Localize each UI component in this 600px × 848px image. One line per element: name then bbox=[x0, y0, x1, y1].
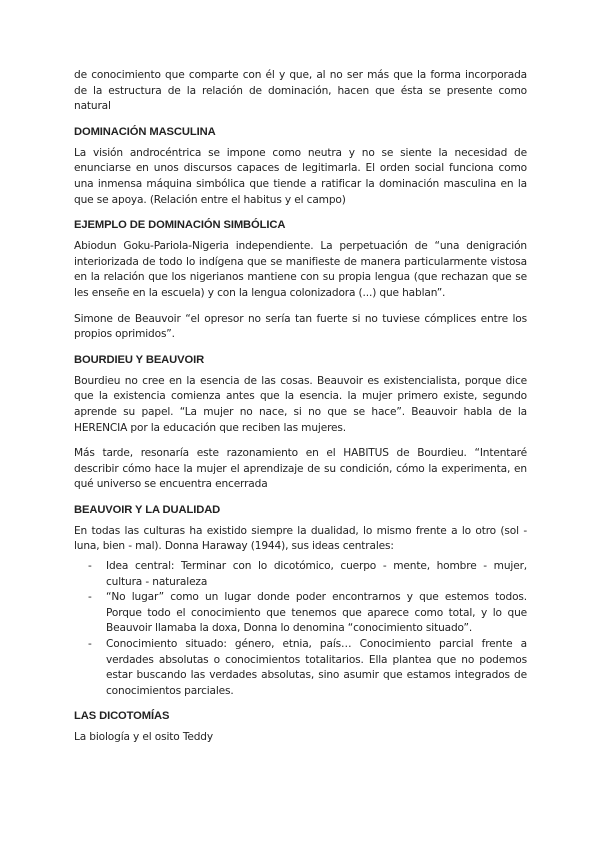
section-heading-ejemplo-dominacion: EJEMPLO DE DOMINACIÓN SIMBÓLICA bbox=[74, 219, 286, 232]
list-item: - Conocimiento situado: género, etnia, país… Conocimiento parcial frente a verdades absolutas o conocimientos totalitarios. Ella plantea que no podemos estar buscando las verdades absolutas, sino asumir que estamos integrados de conocimientos parciales. bbox=[88, 637, 527, 699]
paragraph-habitus: Más tarde, resonaría este razonamiento en el HABITUS de Bourdieu. “Intentaré describir cómo hace la mujer el aprendizaje de su condición, cómo la experimenta, en qué universo se encuentra encerrada bbox=[74, 447, 527, 491]
list-item: - Idea central: Terminar con lo dicotómico, cuerpo - mente, hombre - mujer, cultura - naturaleza bbox=[88, 559, 527, 590]
section-heading-bourdieu-beauvoir: BOURDIEU Y BEAUVOIR bbox=[74, 353, 205, 366]
page-content bbox=[74, 68, 527, 746]
section-heading-dualidad: BEAUVOIR Y LA DUALIDAD bbox=[74, 503, 221, 516]
paragraph-dualidad: En todas las culturas ha existido siempre la dualidad, lo mismo frente a lo otro (sol - luna, bien - mal). Donna Haraway (1944), sus ideas centrales: bbox=[74, 524, 527, 553]
paragraph-dicotomias: La biología y el osito Teddy bbox=[74, 731, 213, 744]
section-heading-dicotomias: LAS DICOTOMÍAS bbox=[74, 710, 170, 723]
paragraph-abiodun: Abiodun Goku-Pariola-Nigeria independiente. La perpetuación de “una denigración interiorizada de todo lo indígena que se manifieste de manera particularmente vistosa en la relación que los nigerianos mantiene con su propia lengua (que rechazan que se les enseñe en la escuela) y con la lengua colonizadora (...) que hablan”. bbox=[74, 240, 527, 299]
section-heading-dominacion-masculina: DOMINACIÓN MASCULINA bbox=[74, 125, 216, 138]
list-item: - “No lugar” como un lugar donde poder encontrarnos y que estemos todos. Porque todo el conocimiento que tenemos que aparece como total, y lo que Beauvoir llamaba la doxa, Donna lo denomina “conocimiento situado”. bbox=[88, 590, 527, 637]
haraway-ideas-list bbox=[74, 559, 527, 699]
paragraph-dominacion-masculina: La visión androcéntrica se impone como neutra y no se siente la necesidad de enunciarse en unos discursos capaces de legitimarla. El orden social funciona como una inmensa máquina simbólica que tiende a ratificar la dominación masculina en la que se apoya. (Relación entre el habitus y el campo) bbox=[74, 146, 527, 206]
paragraph-bourdieu-esencia: Bourdieu no cree en la esencia de las cosas. Beauvoir es existencialista, porque dice que la existencia comienza antes que la esencia. la mujer primero existe, segundo aprende su papel. “La mujer no nace, si no que se hace”. Beauvoir habla de la HERENCIA por la educación que reciben las mujeres. bbox=[74, 374, 527, 434]
paragraph-beauvoir-quote: Simone de Beauvoir “el opresor no sería tan fuerte si no tuviese cómplices entre los propios oprimidos”. bbox=[74, 312, 527, 341]
intro-paragraph: de conocimiento que comparte con él y que, al no ser más que la forma incorporada de la estructura de la relación de dominación, hacen que ésta se presente como natural bbox=[74, 69, 527, 113]
